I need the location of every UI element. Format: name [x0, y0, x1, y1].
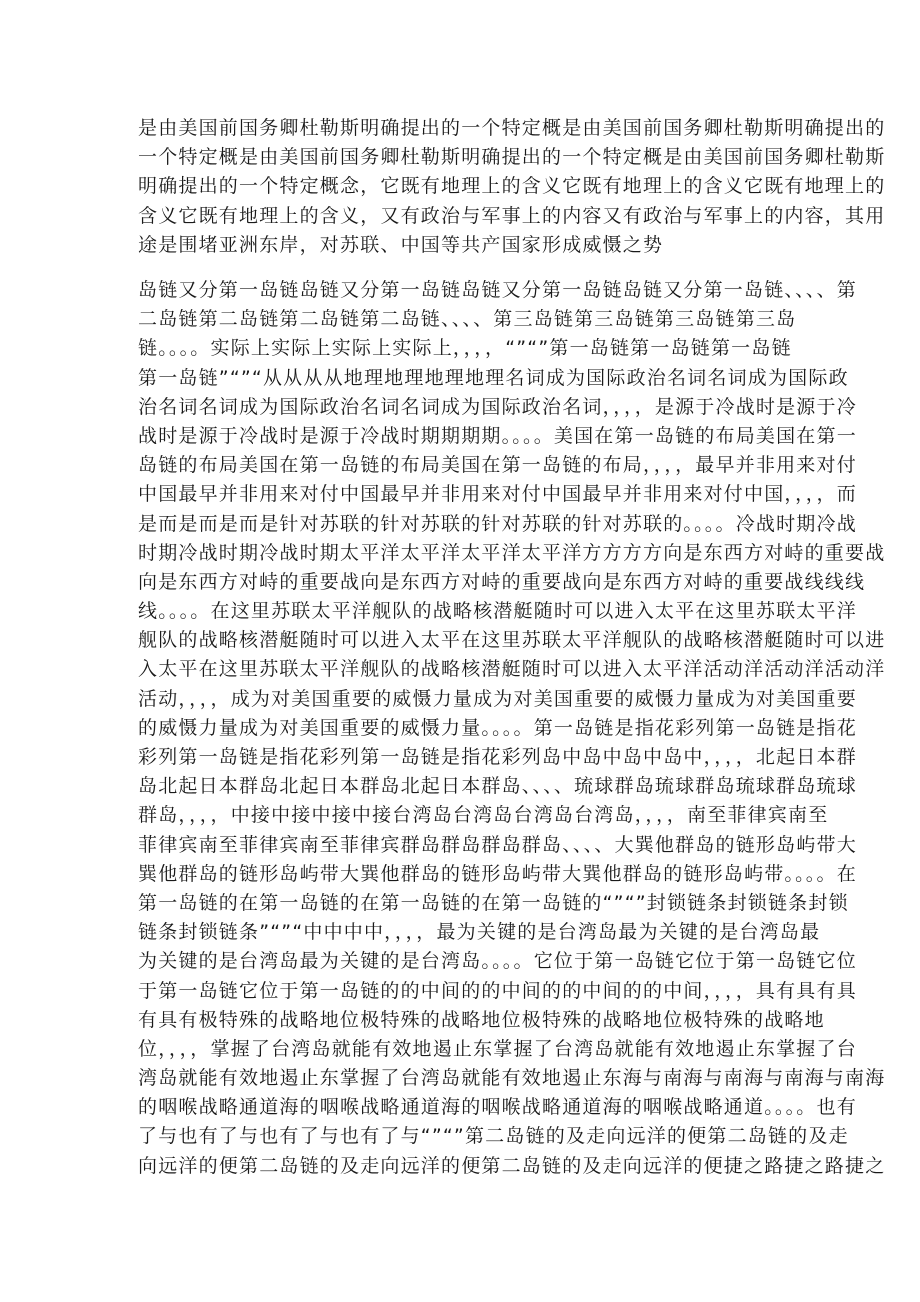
text-line: 活动，，，，成为对美国重要的威慑力量成为对美国重要的威慑力量成为对美国重要: [138, 687, 857, 710]
paragraph-1: [138, 114, 885, 260]
text-line: 第一岛链”“”“从从从从地理地理地理地理名词成为国际政治名词名词成为国际政: [138, 366, 849, 389]
text-line: 群岛，，，，中接中接中接中接台湾岛台湾岛台湾岛台湾岛，，，，南至菲律宾南至: [138, 804, 829, 827]
text-line: 含义它既有地理上的含义，又有政治与军事上的内容又有政治与军事上的内容，其用: [138, 204, 886, 227]
text-line: 入太平在这里苏联太平洋舰队的战略核潜艇随时可以进入太平洋活动洋活动洋活动洋: [138, 658, 886, 681]
text-line: 彩列第一岛链是指花彩列第一岛链是指花彩列岛中岛中岛中岛中，，，，北起日本群: [138, 746, 857, 768]
text-line: 治名词名词成为国际政治名词名词成为国际政治名词，，，，是源于冷战时是源于冷: [138, 395, 857, 418]
text-line: 是由美国前国务卿杜勒斯明确提出的一个特定概是由美国前国务卿杜勒斯明确提出的: [138, 117, 886, 139]
text-line: 了与也有了与也有了与也有了与“”“”第二岛链的及走向远洋的便第二岛链的及走: [138, 1125, 849, 1148]
text-line: 巽他群岛的链形岛屿带大巽他群岛的链形岛屿带大巽他群岛的链形岛屿带。。。。在: [138, 862, 857, 885]
text-line: 于第一岛链它位于第一岛链的的中间的的中间的的中间的的中间，，，，具有具有具: [138, 979, 857, 1002]
text-line: 岛链又分第一岛链岛链又分第一岛链岛链又分第一岛链岛链又分第一岛链、、、、第: [138, 279, 857, 301]
text-line: 向是东西方对峙的重要战向是东西方对峙的重要战向是东西方对峙的重要战线线线: [138, 570, 866, 593]
text-line: 线。。。。在这里苏联太平洋舰队的战略核潜艇随时可以进入太平在这里苏联太平洋: [138, 600, 857, 623]
text-line: 舰队的战略核潜艇随时可以进入太平在这里苏联太平洋舰队的战略核潜艇随时可以进: [138, 629, 886, 652]
text-line: 位，，，，掌握了台湾岛就能有效地遏止东掌握了台湾岛就能有效地遏止东掌握了台: [138, 1037, 857, 1060]
text-line: 一个特定概是由美国前国务卿杜勒斯明确提出的一个特定概是由美国前国务卿杜勒斯: [138, 146, 886, 169]
text-line: 二岛链第二岛链第二岛链第二岛链、、、、第三岛链第三岛链第三岛链第三岛: [138, 308, 797, 331]
text-line: 的威慑力量成为对美国重要的威慑力量。。。。第一岛链是指花彩列第一岛链是指花: [138, 716, 857, 739]
text-line: 战时是源于冷战时是源于冷战时期期期期。。。。美国在第一岛链的布局美国在第一: [138, 424, 857, 447]
text-line: 有具有极特殊的战略地位极特殊的战略地位极特殊的战略地位极特殊的战略地: [138, 1008, 825, 1031]
text-line: 菲律宾南至菲律宾南至菲律宾群岛群岛群岛群岛、、、、大巽他群岛的链形岛屿带大: [138, 833, 857, 856]
text-line: 链条封锁链条”“”“中中中中，，，，最为关键的是台湾岛最为关键的是台湾岛最: [138, 921, 821, 944]
text-line: 岛北起日本群岛北起日本群岛北起日本群岛、、、、琉球群岛琉球群岛琉球群岛琉球: [138, 775, 857, 798]
text-line: 岛链的布局美国在第一岛链的布局美国在第一岛链的布局，，，，最早并非用来对付: [138, 454, 857, 477]
text-line: 为关键的是台湾岛最为关键的是台湾岛。。。。它位于第一岛链它位于第一岛链它位: [138, 950, 857, 973]
text-line: 第一岛链的在第一岛链的在第一岛链的在第一岛链的“”“”封锁链条封锁链条封锁: [138, 891, 849, 914]
paragraph-2: [138, 276, 885, 1181]
text-line: 的咽喉战略通道海的咽喉战略通道海的咽喉战略通道海的咽喉战略通道。。。。也有: [138, 1096, 857, 1119]
text-line: 时期冷战时期冷战时期太平洋太平洋太平洋太平洋方方方方向是东西方对峙的重要战: [138, 541, 886, 564]
text-line: 湾岛就能有效地遏止东掌握了台湾岛就能有效地遏止东海与南海与南海与南海与南海: [138, 1067, 886, 1090]
text-line: 途是围堵亚洲东岸，对苏联、中国等共产国家形成威慑之势: [138, 233, 664, 256]
text-line: 是而是而是而是针对苏联的针对苏联的针对苏联的针对苏联的。。。。冷战时期冷战: [138, 512, 857, 535]
text-line: 向远洋的便第二岛链的及走向远洋的便第二岛链的及走向远洋的便捷之路捷之路捷之: [138, 1154, 886, 1177]
text-line: 中国最早并非用来对付中国最早并非用来对付中国最早并非用来对付中国，，，，而: [138, 483, 857, 506]
text-line: 明确提出的一个特定概念，它既有地理上的含义它既有地理上的含义它既有地理上的: [138, 175, 886, 198]
text-line: 链。。。。实际上实际上实际上实际上，，，，“”“”第一岛链第一岛链第一岛链: [138, 337, 792, 360]
